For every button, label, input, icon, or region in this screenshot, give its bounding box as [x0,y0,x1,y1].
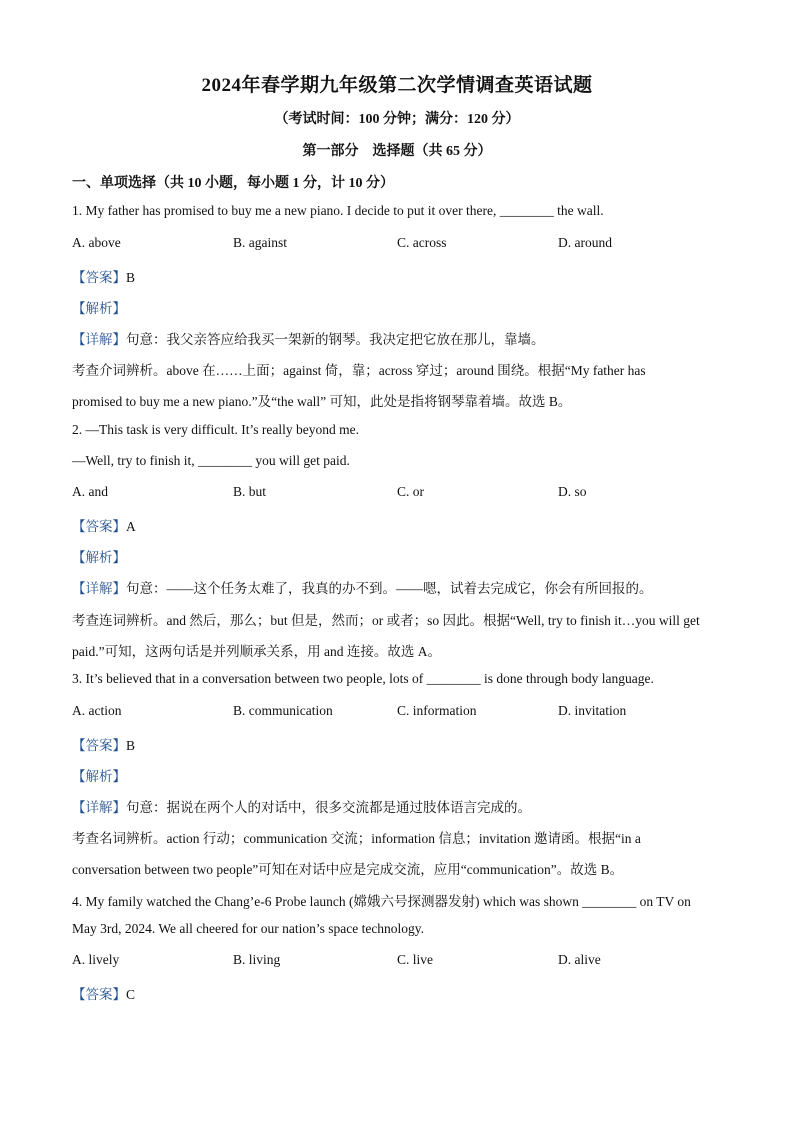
question-3-explanation-line: 考查名词辨析。action 行动；communication 交流；information 信息；invitation 邀请函。根据“in a [72,831,641,846]
question-3-detail [72,796,732,816]
option-c: C. live [397,952,433,967]
question-3-answer [72,734,732,754]
detail-tag: 【详解】 [72,581,126,596]
question-2-detail [72,577,732,597]
option-b: B. against [233,235,287,250]
question-1-options [72,235,732,255]
answer-tag: 【答案】 [72,987,126,1002]
question-4-stem: May 3rd, 2024. We all cheered for our nation’s space technology. [72,921,425,936]
option-d: D. around [558,235,612,250]
section-title: 一、单项选择（共 10 小题，每小题 1 分，计 10 分） [72,176,394,191]
question-2-options [72,484,732,504]
answer-tag: 【答案】 [72,519,126,534]
question-2-stem: —Well, try to finish it, ________ you will get paid. [72,453,350,468]
answer-value: B [126,738,136,753]
question-1-stem: 1. My father has promised to buy me a new piano. I decide to put it over there, ________ the wall. [72,203,604,218]
detail-text: 句意：我父亲答应给我买一架新的钢琴。我决定把它放在那儿，靠墙。 [126,332,545,347]
option-a: A. lively [72,952,120,967]
question-4-stem: 4. My family watched the Chang’e-6 Probe launch (嫦娥六号探测器发射) which was shown ________ on TV on [72,894,691,909]
question-1-detail [72,328,732,348]
question-2-stem: 2. —This task is very difficult. It’s really beyond me. [72,422,359,437]
analysis-tag: 【解析】 [72,550,126,565]
question-3-analysis [72,765,732,785]
option-a: A. above [72,235,121,250]
detail-tag: 【详解】 [72,800,126,815]
page-title: 2024年春学期九年级第二次学情调查英语试题 [201,75,593,96]
question-3-explanation-line: conversation between two people”可知在对话中应是完成交流，应用“communication”。故选 B。 [72,862,624,877]
analysis-tag: 【解析】 [72,301,126,316]
part-title: 第一部分 选择题（共 65 分） [302,144,492,159]
question-2-analysis [72,546,732,566]
question-1-explanation-line: promised to buy me a new piano.”及“the wall” 可知，此处是指将钢琴靠着墙。故选 B。 [72,394,572,409]
detail-text: 句意：——这个任务太难了，我真的办不到。——嗯，试着去完成它，你会有所回报的。 [126,581,653,596]
answer-value: C [126,987,136,1002]
detail-text: 句意：据说在两个人的对话中，很多交流都是通过肢体语言完成的。 [126,800,531,815]
question-1-answer [72,266,732,286]
question-1-analysis [72,297,732,317]
answer-value: A [126,519,136,534]
analysis-tag: 【解析】 [72,769,126,784]
option-c: C. information [397,703,477,718]
question-2-explanation-line: 考查连词辨析。and 然后，那么；but 但是，然而；or 或者；so 因此。根据“Well, try to finish it…you will get [72,613,700,628]
question-2-explanation-line: paid.”可知，这两句话是并列顺承关系，用 and 连接。故选 A。 [72,644,441,659]
answer-tag: 【答案】 [72,270,126,285]
option-d: D. so [558,484,587,499]
option-b: B. communication [233,703,333,718]
exam-info: （考试时间：100 分钟；满分：120 分） [274,112,520,127]
option-c: C. or [397,484,424,499]
option-b: B. living [233,952,281,967]
question-3-options [72,703,732,723]
answer-value: B [126,270,136,285]
option-d: D. invitation [558,703,627,718]
question-1-explanation-line: 考查介词辨析。above 在……上面；against 倚，靠；across 穿过；around 围绕。根据“My father has [72,363,646,378]
question-3-stem: 3. It’s believed that in a conversation between two people, lots of ________ is done through body language. [72,671,654,686]
option-a: A. and [72,484,108,499]
question-4-answer [72,983,732,1003]
answer-tag: 【答案】 [72,738,126,753]
detail-tag: 【详解】 [72,332,126,347]
question-4-options [72,952,732,972]
option-a: A. action [72,703,122,718]
option-b: B. but [233,484,267,499]
question-2-answer [72,515,732,535]
option-d: D. alive [558,952,601,967]
option-c: C. across [397,235,447,250]
